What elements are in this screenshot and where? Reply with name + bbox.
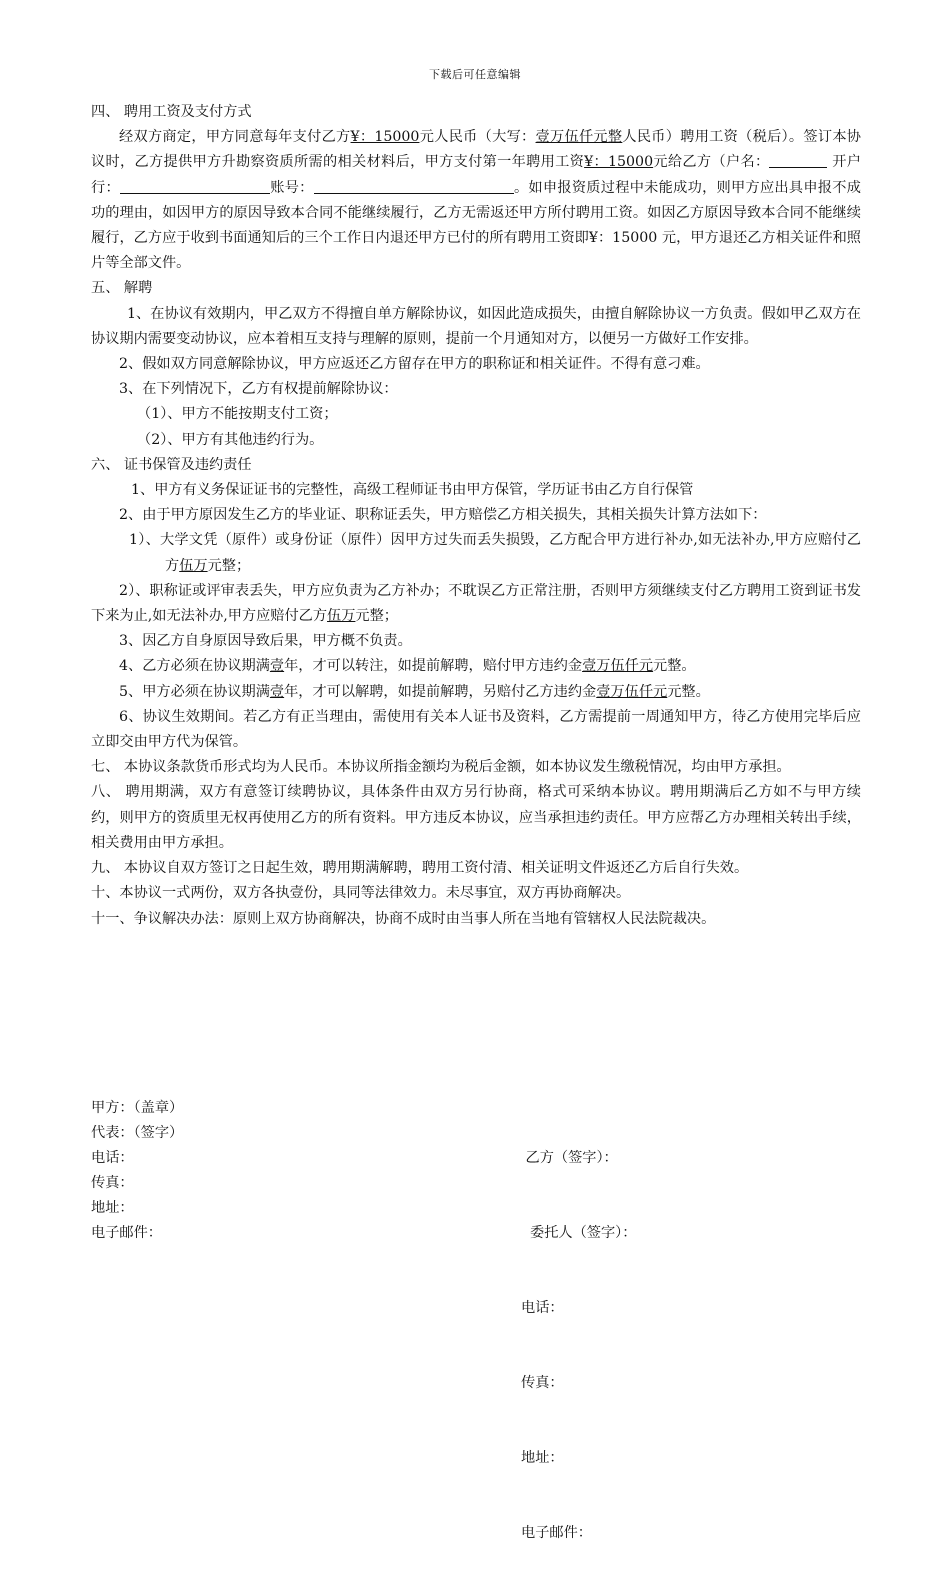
first-year-amount: ¥：15000 xyxy=(584,154,654,171)
section-8: 八、 聘用期满，双方有意签订续聘协议，具体条件由双方另行协商，格式可采纳本协议。聘用期满后乙方如不与甲方续约，则甲方的资质里无权再使用乙方的所有资料。甲方违反本协议，应当承担违约责任。甲方应帮乙方办理相关转出手续，相关费用由甲方承担。 xyxy=(91,784,861,851)
annual-amount: ¥：15000 xyxy=(350,129,420,146)
header-note: 下载后可任意编辑 xyxy=(429,68,521,81)
section-4-paragraph: 经双方商定，甲方同意每年支付乙方¥：15000元人民币（大写：壹万伍仟元整人民币）聘用工资（税后）。签订本协议时，乙方提供甲方升勘察资质所需的相关材料后，甲方支付第一年聘用工资¥：15000元给乙方（户名： 开户行： 账号： 。如申报资质过程中未能成功，则甲方应出具申报不成功的理由，如因甲方的原因导致本合同不能继续履行，乙方无需返还甲方所付聘用工资。如因乙方原因导致本合同不能继续履行，乙方应于收到书面通知后的三个工作日内退还甲方已付的所有聘用工资即¥：15000 元，甲方退还乙方相关证件和照片等全部文件。 xyxy=(91,129,861,272)
party-b-sign[interactable]: 乙方（签字）： xyxy=(521,1150,618,1166)
section-6-item-4: 4、乙方必须在协议期满壹年，才可以转注，如提前解聘，赔付甲方违约金壹万伍仟元元整。 xyxy=(119,658,696,675)
bank-blank[interactable] xyxy=(120,178,270,194)
account-number-blank[interactable] xyxy=(314,178,514,194)
annual-amount-chinese: 壹万伍仟元整 xyxy=(535,129,623,146)
section-7: 七、 本协议条款货币形式均为人民币。本协议所指金额均为税后金额，如本协议发生缴税情况，均由甲方承担。 xyxy=(91,759,791,776)
section-6-item-2: 2、由于甲方原因发生乙方的毕业证、职称证丢失，甲方赔偿乙方相关损失，其相关损失计算方法如下： xyxy=(119,507,767,524)
party-b-agent[interactable]: 委托人（签字）： xyxy=(521,1225,637,1241)
section-5-item-1: 1、在协议有效期内，甲乙双方不得擅自单方解除协议，如因此造成损失，由擅自解除协议一方负责。假如甲乙双方在协议期内需要变动协议，应本着相互支持与理解的原则，提前一个月通知对方，以便另一方做好工作安排。 xyxy=(91,305,861,347)
party-a-phone[interactable]: 电话： xyxy=(91,1150,134,1166)
contract-body xyxy=(91,100,861,932)
section-4-title: 四、 聘用工资及支付方式 xyxy=(91,104,252,120)
section-6-item-2a: 1）、大学文凭（原件）或身份证（原件）因甲方过失而丢失损毁，乙方配合甲方进行补办,如无法补办,甲方应赔付乙方伍万元整； xyxy=(129,532,861,574)
section-6-item-2b: 2）、职称证或评审表丢失，甲方应负责为乙方补办；不耽误乙方正常注册，否则甲方须继续支付乙方聘用工资到证书发下来为止,如无法补办,甲方应赔付乙方伍万元整； xyxy=(91,582,861,625)
party-a-email[interactable]: 电子邮件： xyxy=(91,1225,162,1241)
section-5-item-3b: （2）、甲方有其他违约行为。 xyxy=(137,431,324,448)
section-6-item-3: 3、因乙方自身原因导致后果，甲方概不负责。 xyxy=(119,633,412,650)
party-a-signature xyxy=(91,1096,183,1246)
account-name-blank[interactable] xyxy=(769,152,827,168)
party-a-seal[interactable]: 甲方：（盖章） xyxy=(91,1100,184,1116)
section-5-item-3a: （1）、甲方不能按期支付工资； xyxy=(137,406,338,423)
party-a-representative[interactable]: 代表：（签字） xyxy=(91,1125,184,1141)
party-b-email[interactable]: 电子邮件： xyxy=(521,1525,592,1541)
section-6-item-1: 1、甲方有义务保证证书的完整性，高级工程师证书由甲方保管，学历证书由乙方自行保管 xyxy=(131,482,694,499)
section-6-item-6: 6、协议生效期间。若乙方有正当理由，需使用有关本人证书及资料，乙方需提前一周通知甲方，待乙方使用完毕后应立即交由甲方代为保管。 xyxy=(91,708,861,751)
section-5-title: 五、 解聘 xyxy=(91,280,153,297)
section-6-item-5: 5、甲方必须在协议期满壹年，才可以解聘，如提前解聘，另赔付乙方违约金壹万伍仟元元整。 xyxy=(119,683,710,700)
party-b-phone[interactable]: 电话： xyxy=(521,1300,564,1316)
section-11: 十一、争议解决办法：原则上双方协商解决，协商不成时由当事人所在当地有管辖权人民法院裁决。 xyxy=(91,910,716,927)
section-6-title: 六、 证书保管及违约责任 xyxy=(91,456,252,473)
party-a-fax[interactable]: 传真： xyxy=(91,1175,134,1191)
section-10: 十、本协议一式两份，双方各执壹份，具同等法律效力。未尽事宜，双方再协商解决。 xyxy=(91,885,631,902)
section-5-item-3: 3、在下列情况下，乙方有权提前解除协议： xyxy=(119,381,398,398)
party-b-signature xyxy=(521,1096,636,1596)
party-b-fax[interactable]: 传真： xyxy=(521,1375,564,1391)
party-a-address[interactable]: 地址： xyxy=(91,1200,134,1216)
party-b-address[interactable]: 地址： xyxy=(521,1450,564,1466)
section-9: 九、 本协议自双方签订之日起生效，聘用期满解聘，聘用工资付清、相关证明文件返还乙方后自行失效。 xyxy=(91,860,749,877)
section-5-item-2: 2、假如双方同意解除协议，甲方应返还乙方留存在甲方的职称证和相关证件。不得有意刁难。 xyxy=(119,356,710,373)
